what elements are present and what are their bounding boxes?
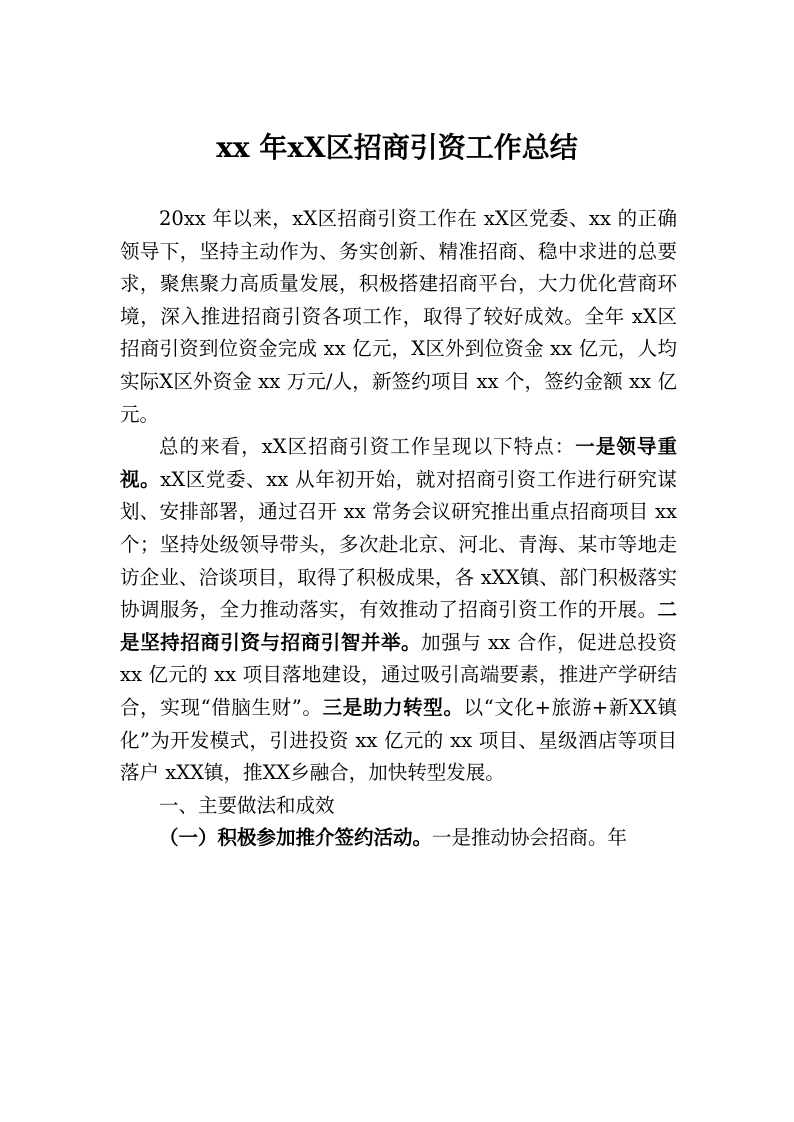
feature-2-text: 加强与 xx 合作，促进总投资 xx 亿元的 xx 项目落地建设，通过吸引高端要素，推进产学研结合，实现“借脑生财”。 [120,630,677,719]
section-heading-1: 一、主要做法和成效 [159,793,335,817]
feature-3-heading: 三是助力转型。 [322,695,464,719]
feature-3-text: 以“文化+旅游+新XX镇化”为开发模式，引进投资 xx 亿元的 xx 项目、星级酒店等项目落户 xXX镇，推XX乡融合，加快转型发展。 [120,695,677,785]
subsection-heading-1 [120,822,677,855]
subsection-heading-1-bold: （一）积极参加推介签约活动。 [159,826,433,850]
document-body [120,203,677,855]
paragraph-features [120,431,677,790]
feature-1-text: xX区党委、xx 从年初开始，就对招商引资工作进行研究谋划、安排部署，通过召开 xx 常务会议研究推出重点招商项目 xx 个；坚持处级领导带头，多次赴北京、河北、青海、某市等地走访企业、洽谈项目，取得了积极成果，各 xXX镇、部门积极落实协调服务，全力推动落实，有效推动了招商引资工作的开展。 [120,467,677,622]
subsection-heading-1-text: 一是推动协会招商。年 [432,826,628,850]
feature-1-heading: 一是领导重视。 [120,435,677,491]
features-lead: 总的来看，xX区招商引资工作呈现以下特点： [159,435,576,459]
paragraph-intro: 20xx 年以来，xX区招商引资工作在 xX区党委、xx 的正确领导下，坚持主动作为、务实创新、精准招商、稳中求进的总要求，聚焦聚力高质量发展，积极搭建招商平台，大力优化营商环境，深入推进招商引资各项工作，取得了较好成效。全年 xX区招商引资到位资金完成 xx 亿元，X区外到位资金 xx 亿元，人均实际X区外资金 xx 万元/人，新签约项目 xx 个，签约金额 xx 亿元。 [120,207,677,426]
feature-2-heading: 二是坚持招商引资与招商引智并举。 [120,598,677,654]
document-title: xx 年xX区招商引资工作总结 [216,131,578,164]
